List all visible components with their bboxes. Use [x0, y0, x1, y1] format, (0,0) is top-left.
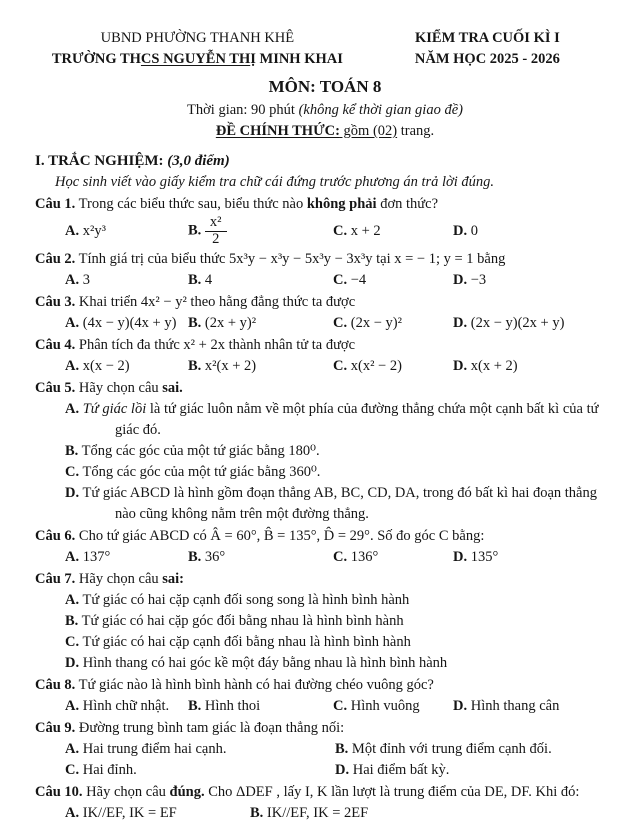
question-10 — [35, 782, 615, 824]
option-text: (2x − y)(2x + y) — [470, 314, 565, 331]
question-9-options-row-1 — [35, 739, 615, 760]
question-7 — [35, 569, 615, 674]
fraction-denominator: 2 — [212, 231, 220, 248]
subject-title: MÔN: TOÁN 8 — [268, 77, 382, 97]
question-7-label: Câu 7. — [35, 571, 76, 588]
option-b — [35, 441, 615, 462]
option-text: 0 — [470, 223, 478, 240]
question-3-stem — [35, 292, 615, 313]
option-text: Hình thang có hai góc kề một đáy bằng nhau là hình bình hành — [82, 655, 448, 672]
option-text: IK//EF, IK = EF — [82, 805, 177, 822]
option-text: (4x − y)(4x + y) — [82, 314, 177, 331]
option-d — [453, 547, 615, 568]
option-letter: D. — [453, 223, 468, 240]
question-6 — [35, 526, 615, 568]
option-letter: C. — [65, 463, 80, 480]
option-letter: C. — [333, 271, 348, 288]
option-text: Hình thang cân — [470, 698, 560, 715]
question-8-options — [35, 696, 615, 717]
question-6-label: Câu 6. — [35, 528, 76, 544]
option-letter: C. — [65, 762, 80, 779]
option-text: Hình thoi — [204, 698, 261, 715]
question-6-text: Cho tứ giác ABCD có Â = 60°, B̂ = 135°, D̂ = 29°. Số đo góc C bằng: — [75, 528, 485, 544]
option-text: −3 — [470, 271, 487, 288]
option-text: Tứ giác có hai cặp cạnh đối song song là hình bình hành — [82, 592, 410, 609]
option-a — [65, 803, 250, 824]
option-letter: A. — [65, 741, 80, 758]
option-letter: C. — [333, 357, 348, 374]
question-1-post: đơn thức? — [376, 196, 439, 213]
option-c — [333, 313, 453, 334]
option-text: Tổng các góc của một tứ giác bằng 360⁰. — [82, 463, 321, 480]
question-4 — [35, 335, 615, 377]
option-text: Hai điểm bất kỳ. — [352, 762, 450, 779]
option-a — [65, 270, 188, 291]
option-b — [250, 803, 615, 824]
option-b — [335, 739, 615, 760]
option-letter: A. — [65, 314, 80, 331]
option-a — [65, 313, 188, 334]
option-letter: A. — [65, 805, 80, 822]
option-text: là tứ giác luôn nằm về một phía của đường thẳng chứa một cạnh bất kì của tứ giác đó. — [115, 400, 599, 438]
option-text: Một đỉnh với trung điểm cạnh đối. — [351, 741, 552, 758]
option-text: 4 — [204, 271, 213, 288]
option-b — [188, 356, 333, 377]
question-9-options-row-2 — [35, 760, 615, 781]
official-pages: gồm (02) — [339, 122, 398, 139]
option-a — [65, 739, 335, 760]
option-b — [35, 611, 615, 632]
section-instruction: Học sinh viết vào giấy kiểm tra chữ cái đứng trước phương án trả lời đúng. — [55, 174, 495, 191]
option-text: x(x + 2) — [470, 357, 518, 374]
option-letter: A. — [65, 698, 80, 715]
question-10-text: Hãy chọn câu — [82, 784, 170, 801]
question-10-bold: đúng. — [169, 784, 205, 801]
option-letter: A. — [65, 549, 80, 566]
question-3-options — [35, 313, 615, 334]
fraction — [205, 215, 227, 247]
question-1-label: Câu 1. — [35, 196, 76, 213]
question-8-text: Tứ giác nào là hình bình hành có hai đường chéo vuông góc? — [75, 677, 434, 694]
option-text: IK//EF, IK = 2EF — [266, 805, 369, 822]
time-text: Thời gian: 90 phút — [187, 101, 299, 118]
option-text: (2x + y)² — [204, 314, 257, 331]
question-1-bold: không phải — [306, 196, 377, 213]
question-8-stem — [35, 675, 615, 696]
option-c — [333, 221, 453, 242]
option-text-italic: Tứ giác lồi — [82, 400, 147, 417]
option-b — [188, 270, 333, 291]
question-4-label: Câu 4. — [35, 336, 76, 353]
question-7-stem — [35, 569, 615, 590]
question-5-stem — [35, 378, 615, 399]
option-d — [35, 483, 615, 525]
exam-title-line-2: NĂM HỌC 2025 - 2026 — [414, 51, 560, 68]
option-text: Hai trung điểm hai cạnh. — [82, 741, 227, 758]
option-d — [335, 760, 615, 781]
question-2-options — [35, 270, 615, 291]
option-letter: A. — [65, 592, 80, 609]
option-d — [453, 356, 615, 377]
option-letter: D. — [453, 698, 468, 715]
option-a — [65, 221, 188, 242]
option-text: Hình chữ nhật. — [82, 698, 170, 715]
option-letter: B. — [335, 741, 349, 758]
option-a — [65, 356, 188, 377]
option-letter: D. — [453, 314, 468, 331]
option-text: Tứ giác ABCD là hình gồm đoạn thẳng AB, BC, CD, DA, trong đó bất kì hai đoạn thẳng nào cũng không nằm trên một đường thẳng. — [82, 484, 597, 522]
issuing-org-block — [35, 28, 360, 70]
option-letter: B. — [188, 314, 202, 331]
option-letter: B. — [188, 698, 202, 715]
time-line — [35, 100, 615, 121]
question-8 — [35, 675, 615, 717]
question-4-options — [35, 356, 615, 377]
option-c — [333, 696, 453, 717]
question-9-label: Câu 9. — [35, 720, 76, 737]
option-a — [65, 547, 188, 568]
option-c — [333, 270, 453, 291]
option-letter: D. — [453, 271, 468, 288]
option-text: 135° — [470, 549, 499, 566]
question-10-stem — [35, 782, 615, 803]
question-9-text: Đường trung bình tam giác là đoạn thẳng nối: — [75, 720, 345, 737]
option-letter: B. — [188, 271, 202, 288]
exam-title-line-1: KIỂM TRA CUỐI KÌ I — [415, 30, 560, 46]
option-text: Hình vuông — [350, 698, 420, 715]
option-a — [65, 696, 188, 717]
question-9 — [35, 718, 615, 781]
option-text: x + 2 — [350, 223, 381, 240]
question-5-label: Câu 5. — [35, 379, 76, 396]
question-5 — [35, 378, 615, 525]
question-3-label: Câu 3. — [35, 293, 76, 310]
option-a — [35, 590, 615, 611]
exam-title-block — [360, 28, 615, 70]
option-letter: B. — [65, 442, 79, 459]
option-letter: D. — [335, 762, 350, 779]
org-line-1: UBND PHƯỜNG THANH KHÊ — [100, 30, 295, 46]
exam-header — [35, 28, 615, 70]
section-points: (3,0 điểm) — [163, 152, 230, 169]
question-1-options — [35, 215, 615, 247]
question-10-label: Câu 10. — [35, 784, 83, 801]
option-letter: B. — [188, 549, 202, 566]
option-text: Tứ giác có hai cặp cạnh đối bằng nhau là hình bình hành — [82, 634, 411, 651]
option-d — [35, 653, 615, 674]
option-text: 3 — [82, 271, 90, 288]
option-a — [35, 399, 615, 441]
question-10-post: Cho ΔDEF , lấy I, K lần lượt là trung điểm của DE, DF. Khi đó: — [204, 784, 580, 801]
option-text: Tổng các góc của một tứ giác bằng 180⁰. — [81, 442, 320, 459]
option-letter: C. — [333, 698, 348, 715]
question-2 — [35, 249, 615, 291]
org-line-2-post: Ị MINH KHAI — [250, 51, 343, 68]
official-label: ĐỀ CHÍNH THỨC: — [215, 122, 340, 139]
option-c — [35, 462, 615, 483]
question-1 — [35, 194, 615, 247]
option-text: 136° — [350, 549, 379, 566]
option-d — [453, 313, 615, 334]
option-b — [188, 547, 333, 568]
question-2-stem — [35, 249, 615, 270]
option-letter: C. — [65, 634, 80, 651]
question-8-label: Câu 8. — [35, 677, 76, 694]
option-letter: D. — [65, 484, 80, 501]
option-b — [188, 215, 333, 247]
question-2-label: Câu 2. — [35, 250, 76, 267]
question-9-stem — [35, 718, 615, 739]
option-text: x²y³ — [82, 223, 106, 240]
option-d — [453, 270, 615, 291]
question-1-text: Trong các biểu thức sau, biểu thức nào — [75, 196, 307, 213]
option-text: Hai đỉnh. — [82, 762, 137, 779]
org-line-2 — [35, 49, 360, 70]
question-5-bold: sai. — [162, 379, 183, 396]
question-3 — [35, 292, 615, 334]
option-text: −4 — [350, 271, 367, 288]
option-b — [188, 696, 333, 717]
question-7-text: Hãy chọn câu — [75, 571, 163, 588]
option-d — [453, 696, 615, 717]
option-letter: A. — [65, 357, 80, 374]
option-c — [333, 547, 453, 568]
option-letter: A. — [65, 400, 80, 417]
official-line — [35, 121, 615, 142]
option-text: 137° — [82, 549, 111, 566]
option-letter: A. — [65, 223, 80, 240]
option-letter: C. — [333, 549, 348, 566]
option-text: 36° — [204, 549, 226, 566]
official-suffix: trang. — [397, 122, 435, 139]
question-6-stem — [35, 526, 615, 547]
option-b — [188, 313, 333, 334]
time-note: (không kể thời gian giao đề) — [298, 101, 463, 118]
question-5-text: Hãy chọn câu — [75, 379, 163, 396]
question-4-text: Phân tích đa thức x² + 2x thành nhân tử ta được — [75, 336, 356, 353]
question-1-stem — [35, 194, 615, 215]
option-letter: C. — [333, 223, 348, 240]
option-letter: D. — [65, 655, 80, 672]
option-letter: C. — [333, 314, 348, 331]
question-4-stem — [35, 335, 615, 356]
section-title — [35, 151, 615, 173]
option-c — [333, 356, 453, 377]
question-2-text: Tính giá trị của biểu thức 5x³y − x³y − 5x³y − 3x³y tại x = − 1; y = 1 bằng — [75, 250, 506, 267]
option-letter: D. — [453, 549, 468, 566]
option-c — [35, 632, 615, 653]
option-letter: B. — [188, 222, 202, 239]
option-text: x²(x + 2) — [204, 357, 257, 374]
option-letter: A. — [65, 271, 80, 288]
question-6-options — [35, 547, 615, 568]
option-letter: B. — [65, 613, 79, 630]
section-title-text: I. TRẮC NGHIỆM: — [35, 152, 164, 169]
option-text: x(x² − 2) — [350, 357, 402, 374]
option-text: x(x − 2) — [82, 357, 130, 374]
org-line-2-pre: TRƯỜNG TH — [51, 51, 141, 68]
org-line-2-underlined: CS NGUYỄN TH — [140, 51, 251, 68]
question-7-bold: sai: — [162, 571, 185, 588]
option-text: Tứ giác có hai cặp góc đối bằng nhau là hình bình hành — [81, 613, 404, 630]
question-10-options — [35, 803, 615, 824]
option-letter: B. — [188, 357, 202, 374]
option-text: (2x − y)² — [350, 314, 402, 331]
option-d — [453, 221, 615, 242]
option-letter: D. — [453, 357, 468, 374]
fraction-numerator: x² — [205, 215, 227, 232]
option-c — [65, 760, 335, 781]
option-letter: B. — [250, 805, 264, 822]
question-3-text: Khai triển 4x² − y² theo hằng đẳng thức ta được — [75, 293, 356, 310]
